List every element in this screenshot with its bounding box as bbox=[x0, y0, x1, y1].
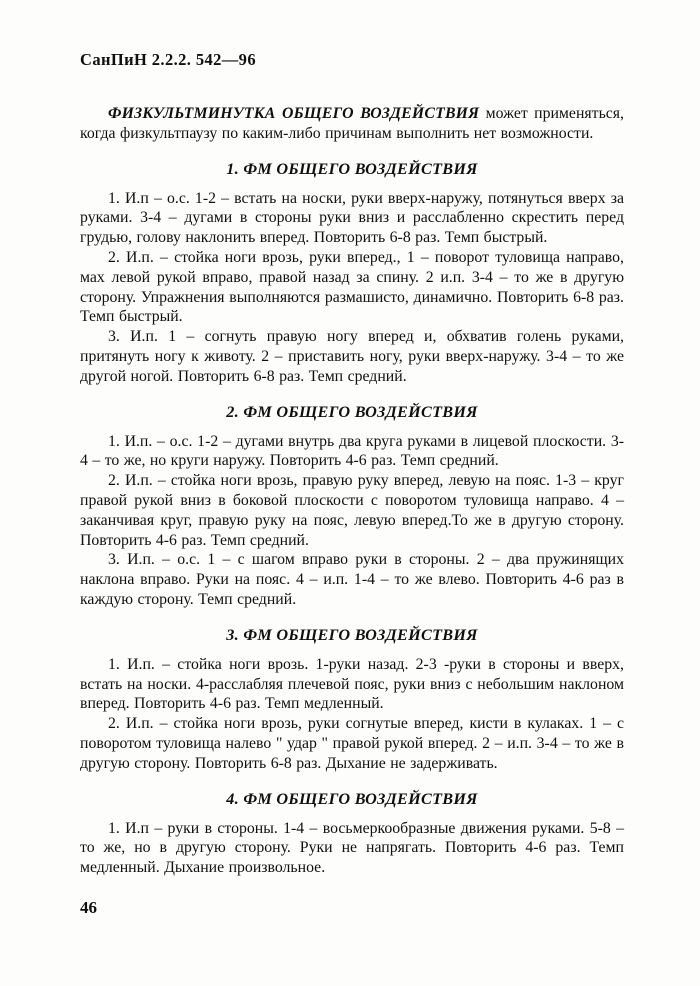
section-3-title: 3. ФМ ОБЩЕГО ВОЗДЕЙСТВИЯ bbox=[226, 625, 478, 644]
section-2-title: 2. ФМ ОБЩЕГО ВОЗДЕЙСТВИЯ bbox=[226, 402, 478, 421]
section-4-paragraph-1: 1. И.п – руки в стороны. 1-4 – восьмеркообразные движения руками. 5-8 – то же, но в другую сторону. Руки не напрягать. Повторить 4-6 раз. Темп медленный. Дыхание произвольное. bbox=[80, 819, 624, 877]
section-4-title: 4. ФМ ОБЩЕГО ВОЗДЕЙСТВИЯ bbox=[226, 789, 478, 808]
document-header: СанПиН 2.2.2. 542—96 bbox=[80, 50, 256, 69]
intro-paragraph bbox=[80, 104, 624, 144]
section-1-title: 1. ФМ ОБЩЕГО ВОЗДЕЙСТВИЯ bbox=[226, 159, 478, 178]
section-2-paragraph-3: 3. И.п. – о.с. 1 – с шагом вправо руки в стороны. 2 – два пружинящих наклона вправо. Руки на пояс. 4 – и.п. 1-4 – то же влево. Повторить 4-6 раз в каждую сторону. Темп средний. bbox=[80, 551, 624, 608]
section-fm-3 bbox=[80, 625, 624, 774]
section-3-paragraph-1: 1. И.п. – стойка ноги врозь. 1-руки назад. 2-3 -руки в стороны и вверх, встать на носки. 4-расслабляя плечевой пояс, руки вниз с небольшим наклоном вперед. Повторить 4-6 раз. Темп медленный. bbox=[80, 655, 624, 713]
section-fm-1 bbox=[80, 159, 624, 387]
section-2-paragraph-1: 1. И.п. – о.с. 1-2 – дугами внутрь два круга руками в лицевой плоскости. 3-4 – то же, но круги наружу. Повторить 4-6 раз. Темп средний. bbox=[80, 432, 624, 470]
section-1-paragraph-2: 2. И.п. – стойка ноги врозь, руки вперед., 1 – поворот туловища направо, мах левой рукой вправо, правой назад за спину. 2 и.п. 3-4 – то же в другую сторону. Упражнения выполняются размашисто, динамично. Повторить 6-8 раз. Темп быстрый. bbox=[80, 248, 624, 326]
section-fm-4 bbox=[80, 789, 624, 878]
section-2-paragraph-2: 2. И.п. – стойка ноги врозь, правую руку вперед, левую на пояс. 1-3 – круг правой рукой вниз в боковой плоскости с поворотом туловища направо. 4 – заканчивая круг, правую руку на пояс, левую вперед.То же в другую сторону. Повторить 4-6 раз. Темп средний. bbox=[80, 472, 624, 549]
intro-lead-text: ФИЗКУЛЬТМИНУТКА ОБЩЕГО ВОЗДЕЙСТВИЯ bbox=[108, 105, 480, 122]
section-3-paragraph-2: 2. И.п. – стойка ноги врозь, руки согнутые вперед, кисти в кулаках. 1 – с поворотом туловища налево " удар " правой рукой вперед. 2 – и.п. 3-4 – то же в другую сторону. Повторить 6-8 раз. Дыхание не задерживать. bbox=[80, 715, 624, 772]
section-1-paragraph-3: 3. И.п. 1 – согнуть правую ногу вперед и, обхватив голень руками, притянуть ногу к животу. 2 – приставить ногу, руки вверх-наружу. 3-4 – то же другой ногой. Повторить 6-8 раз. Темп средний. bbox=[80, 328, 624, 385]
intro-rest-text: может применяться, когда физкультпаузу по каким-либо причинам выполнить нет возможности. bbox=[80, 105, 624, 142]
page-number: 46 bbox=[80, 898, 97, 917]
section-fm-2 bbox=[80, 402, 624, 610]
section-1-paragraph-1: 1. И.п – о.с. 1-2 – встать на носки, руки вверх-наружу, потянуться вверх за руками. 3-4 – дугами в стороны руки вниз и расслабленно скрестить перед грудью, голову наклонить вперед. Повторить 6-8 раз. Темп быстрый. bbox=[80, 189, 624, 247]
